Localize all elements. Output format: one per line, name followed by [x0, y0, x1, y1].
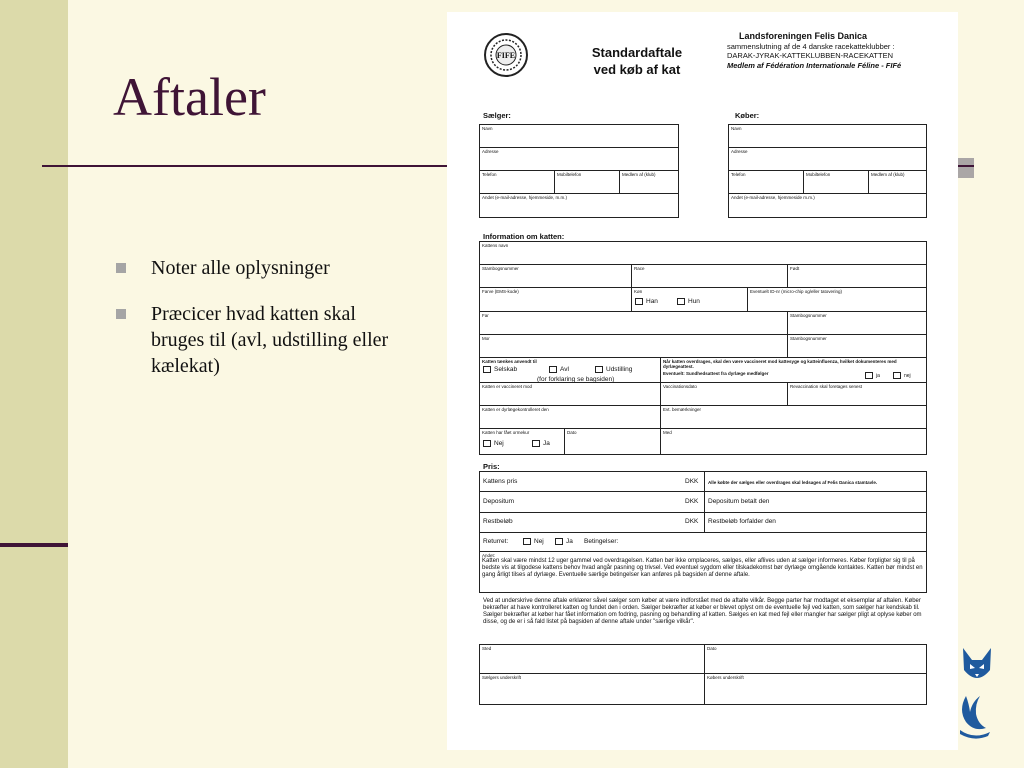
father-field[interactable] — [479, 311, 788, 335]
return-yes-option[interactable]: Ja — [555, 538, 573, 545]
cat-tail-logo-icon — [956, 692, 994, 740]
mother-field[interactable] — [479, 334, 788, 358]
currency-label: DKK — [685, 498, 699, 505]
org-line: Medlem af Fédération Internationale Féline - FIFé — [727, 60, 902, 70]
field-label: Købers underskrift — [707, 675, 744, 680]
bullet-item — [113, 255, 413, 281]
fife-logo-icon — [483, 32, 529, 78]
sidebar-band — [0, 0, 68, 768]
cat-head-logo-icon — [960, 646, 994, 688]
remarks-field[interactable] — [660, 405, 927, 429]
health-certificate-label: Eventuelt: Sundhedsattest fra dyrlæge medfølger — [663, 371, 769, 376]
field-label: Race — [634, 266, 645, 271]
price-label: Kattens pris — [483, 478, 518, 485]
seller-phone-field[interactable] — [479, 170, 555, 194]
checkbox-icon — [549, 366, 557, 373]
revaccination-field[interactable] — [787, 382, 927, 406]
field-label: Medlem af (klub) — [622, 172, 656, 177]
field-label: Stambogsnummer — [790, 313, 827, 318]
field-label: Køn — [634, 289, 643, 294]
price-column-divider — [704, 471, 705, 533]
bullet-square-icon — [116, 309, 126, 319]
field-label: Revaccination skal foretages senest — [790, 384, 863, 389]
use-pet-option[interactable]: Selskab — [483, 366, 517, 373]
seller-address-field[interactable] — [479, 147, 679, 171]
price-heading: Pris: — [483, 462, 500, 471]
seller-other-field[interactable] — [479, 193, 679, 218]
checkbox-icon — [483, 440, 491, 447]
field-label: Medlem af (klub) — [871, 172, 905, 177]
price-note: Alle købte der sælges eller overdrages skal ledsages af Felis Danica stamtavle. — [708, 480, 878, 485]
vaccination-note-field — [660, 357, 927, 383]
sex-male-option[interactable]: Han — [635, 298, 658, 305]
field-label: Eventuelt ID-nr (micro-chip og/eller tatovering) — [750, 289, 843, 294]
deworm-yes-option[interactable]: Ja — [532, 440, 550, 447]
field-label: Navn — [731, 126, 742, 131]
field-label: Mobiltelefon — [806, 172, 831, 177]
sex-female-option[interactable]: Hun — [677, 298, 700, 305]
logo-text: FIFE — [496, 51, 516, 60]
agreement-text: Ved at underskrive denne aftale erklærer såvel sælger som køber at være indforstået med de aftalte vilkår. Begge parter har modtaget et eksemplar af aftalen. Køber bekræfter at have kontrolleret katten og fundet den i orden. Sælger bekræfter at køber er blevet oplyst om de eventuelle fejl ved katten, som sælger har kendskab til. Sælger bekræfter at køber har fået information om fodring, pasning og behandling af katten. Sælges en kat med fejl eller mangler har sælger pligt at oplyse køber om disse, og de er i så fald listet på bagsiden af denne aftale under "særlige vilkår". — [483, 598, 922, 625]
field-label: Andet (e-mail-adresse, hjemmeside m.m.) — [731, 195, 815, 200]
other-terms-field — [479, 551, 927, 593]
sign-date-field[interactable] — [704, 644, 927, 674]
buyer-phone-field[interactable] — [728, 170, 804, 194]
checkbox-icon — [865, 372, 873, 379]
checkbox-icon — [532, 440, 540, 447]
field-label: Vaccinationsdato — [663, 384, 697, 389]
field-label: Farve (EMS-kode) — [482, 289, 519, 294]
return-label: Returret: — [483, 538, 509, 545]
seller-signature-field[interactable] — [479, 673, 705, 705]
seller-mobile-field[interactable] — [554, 170, 620, 194]
field-label: Telefon — [482, 172, 497, 177]
seller-member-field[interactable] — [619, 170, 679, 194]
id-number-field[interactable] — [747, 287, 927, 312]
bullet-item — [113, 301, 413, 379]
buyer-name-field[interactable] — [728, 124, 927, 148]
color-field[interactable] — [479, 287, 632, 312]
mother-pedigree-field[interactable] — [787, 334, 927, 358]
checkbox-icon — [635, 298, 643, 305]
field-label: Kattens navn — [482, 243, 509, 248]
sidebar-divider — [0, 543, 68, 547]
field-label: Stambogsnummer — [790, 336, 827, 341]
checkbox-icon — [595, 366, 603, 373]
title-rule-right — [958, 165, 974, 167]
other-label: Andet: — [482, 553, 496, 558]
field-label: Navn — [482, 126, 493, 131]
field-label: Med — [663, 430, 672, 435]
org-line: DARAK-JYRAK-KATTEKLUBBEN-RACEKATTEN — [727, 51, 893, 60]
checkbox-icon — [523, 538, 531, 545]
field-label: Dato — [707, 646, 717, 651]
document-title — [577, 44, 697, 78]
contract-document — [447, 12, 958, 750]
seller-name-field[interactable] — [479, 124, 679, 148]
deworm-no-option[interactable]: Nej — [483, 440, 504, 447]
field-label: Mor — [482, 336, 490, 341]
buyer-mobile-field[interactable] — [803, 170, 869, 194]
organization-block — [727, 32, 952, 70]
field-label: Stambogsnummer — [482, 266, 519, 271]
document-title-line2: ved køb af kat — [593, 62, 681, 77]
rest-label: Restbeløb — [483, 518, 513, 525]
bullet-list — [113, 255, 413, 399]
field-label: Andet (e-mail-adresse, hjemmeside, m.m.) — [482, 195, 568, 200]
place-field[interactable] — [479, 644, 705, 674]
use-breeding-option[interactable]: Avl — [549, 366, 569, 373]
vaccination-note: Når katten overdrages, skal den være vaccineret mod kattesyge og katteinfluenza, hvilket dokumenteres med dyrlægeattest. — [663, 359, 897, 369]
buyer-other-field[interactable] — [728, 193, 927, 218]
born-field[interactable] — [787, 264, 927, 288]
bullet-text: Noter alle oplysninger — [151, 257, 330, 279]
vaccination-date-field[interactable] — [660, 382, 788, 406]
cat-info-heading: Information om katten: — [483, 232, 565, 241]
breeding-note: (for forklaring se bagsiden) — [537, 376, 615, 383]
title-rule — [42, 165, 447, 167]
father-pedigree-field[interactable] — [787, 311, 927, 335]
checkbox-icon — [483, 366, 491, 373]
deposit-paid-label: Depositum betalt den — [708, 498, 770, 505]
rest-due-label: Restbeløb forfalder den — [708, 518, 776, 525]
seller-heading: Sælger: — [483, 111, 511, 120]
slide-title: Aftaler — [113, 67, 266, 127]
currency-label: DKK — [685, 478, 699, 485]
field-label: Sælgers underskrift — [482, 675, 522, 680]
price-divider — [479, 512, 927, 513]
checkbox-icon — [555, 538, 563, 545]
field-label: Adresse — [482, 149, 499, 154]
field-label: Mobiltelefon — [557, 172, 582, 177]
bullet-square-icon — [116, 263, 126, 273]
certificate-no-option[interactable]: nej — [893, 372, 911, 379]
field-label: Katten er dyrlægekontrolleret den — [482, 407, 549, 412]
field-label: Telefon — [731, 172, 746, 177]
field-label: Evt. bemærkninger — [663, 407, 702, 412]
vaccinated-against-field[interactable] — [479, 382, 661, 406]
field-label: Katten har fået ormekur — [482, 430, 530, 435]
conditions-label: Betingelser: — [584, 538, 619, 545]
breed-field[interactable] — [631, 264, 788, 288]
deworm-with-field[interactable] — [660, 428, 927, 455]
vet-checked-field[interactable] — [479, 405, 661, 429]
org-line: sammenslutning af de 4 danske racekatteklubber : — [727, 41, 895, 51]
currency-label: DKK — [685, 518, 699, 525]
bullet-text: Præcicer hvad katten skal bruges til (avl, udstilling eller kælekat) — [151, 303, 389, 377]
buyer-member-field[interactable] — [868, 170, 927, 194]
right-marker — [958, 158, 974, 178]
document-title-line1: Standardaftale — [591, 45, 683, 60]
deposit-label: Depositum — [483, 498, 515, 505]
buyer-signature-field[interactable] — [704, 673, 927, 705]
checkbox-icon — [893, 372, 901, 379]
return-right-field — [479, 532, 927, 552]
certificate-yes-option[interactable]: ja — [865, 372, 880, 379]
deworm-date-field[interactable] — [564, 428, 661, 455]
field-label: Dato — [567, 430, 577, 435]
price-divider — [479, 491, 927, 492]
field-label: Sted — [482, 646, 492, 651]
cat-name-field[interactable] — [479, 241, 927, 265]
other-text: Katten skal være mindst 12 uger gammel ved overdragelsen. Katten bør ikke omplaceres, sælges, eller aflives uden at sælger informeres. Køber forpligter sig til på bedste vis at tilgodese kattens behov hvad angår pasning og trivsel. Ved eventuel sygdom eller tilskadekomst bør dyrlæge omgående kontaktes. Katten bør mindst en gang årligt tilses af dyrlæge. Eventuelle særlige betingelser kan anføres på bagsiden af denne aftale. — [482, 558, 923, 578]
field-label: Katten tænkes anvendt til — [482, 359, 537, 364]
org-name: Landsforeningen Felis Danica — [739, 31, 868, 41]
buyer-heading: Køber: — [735, 111, 760, 120]
buyer-address-field[interactable] — [728, 147, 927, 171]
pedigree-number-field[interactable] — [479, 264, 632, 288]
field-label: Far — [482, 313, 489, 318]
field-label: Født — [790, 266, 800, 271]
return-no-option[interactable]: Nej — [523, 538, 544, 545]
field-label: Adresse — [731, 149, 748, 154]
checkbox-icon — [677, 298, 685, 305]
use-show-option[interactable]: Udstilling — [595, 366, 632, 373]
field-label: Katten er vaccineret mod — [482, 384, 533, 389]
